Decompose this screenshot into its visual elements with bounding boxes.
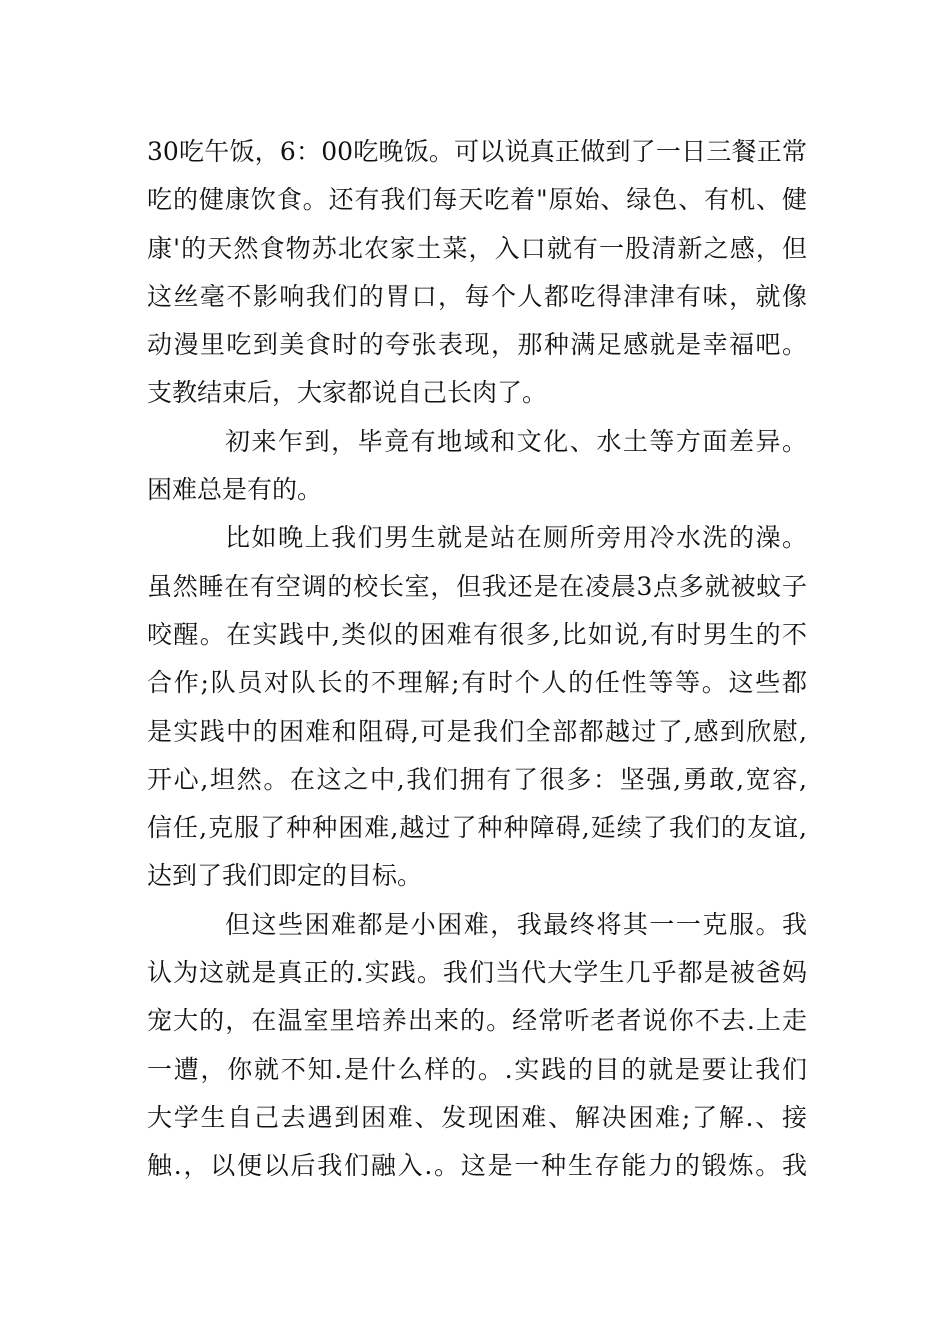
text-line: 达到了我们即定的目标。 — [147, 861, 423, 891]
text-line: 康'的天然食物苏北农家土菜，入口就有一股清新之感，但 — [147, 233, 807, 263]
text-line: 一遭，你就不知.是什么样的。.实践的目的就是要让我们 — [147, 1054, 807, 1084]
text-line: 认为这就是真正的.实践。我们当代大学生几乎都是被爸妈 — [147, 958, 807, 988]
text-line: 是实践中的困难和阻碍,可是我们全部都越过了,感到欣慰, — [147, 716, 807, 746]
text-line: 大学生自己去遇到困难、发现困难、解决困难;了解.、接 — [147, 1102, 807, 1132]
text-line: 信任,克服了种种困难,越过了种种障碍,延续了我们的友谊, — [147, 813, 807, 843]
text-line: 支教结束后，大家都说自己长肉了。 — [147, 378, 548, 408]
paragraph-3 — [147, 514, 807, 900]
text-line: 触.，以便以后我们融入.。这是一种生存能力的锻炼。我 — [147, 1151, 807, 1181]
text-line: 吃的健康饮食。还有我们每天吃着"原始、绿色、有机、健 — [147, 185, 807, 215]
paragraph-1 — [147, 128, 807, 418]
text-line: 困难总是有的。 — [147, 475, 323, 505]
text-line: 合作;队员对队长的不理解;有时个人的任性等等。这些都 — [147, 668, 807, 698]
text-line: 但这些困难都是小困难，我最终将其一一克服。我 — [225, 909, 807, 939]
text-line: 初来乍到，毕竟有地域和文化、水土等方面差异。 — [225, 426, 807, 456]
text-line: 这丝毫不影响我们的胃口，每个人都吃得津津有味，就像 — [147, 281, 807, 311]
text-line: 比如晚上我们男生就是站在厕所旁用冷水洗的澡。 — [225, 523, 807, 553]
paragraph-2 — [147, 418, 807, 515]
text-line: 宠大的，在温室里培养出来的。经常听老者说你不去.上走 — [147, 1006, 807, 1036]
text-line: 咬醒。在实践中,类似的困难有很多,比如说,有时男生的不 — [147, 619, 807, 649]
text-line: 开心,坦然。在这之中,我们拥有了很多：坚强,勇敢,宽容, — [147, 764, 807, 794]
text-line: 动漫里吃到美食时的夸张表现，那种满足感就是幸福吧。 — [147, 330, 807, 360]
text-line: 虽然睡在有空调的校长室，但我还是在凌晨3点多就被蚊子 — [147, 571, 807, 601]
paragraph-4 — [147, 901, 807, 1191]
body-text — [147, 128, 807, 1191]
text-line: 30吃午饭，6：00吃晚饭。可以说真正做到了一日三餐正常 — [147, 137, 807, 166]
